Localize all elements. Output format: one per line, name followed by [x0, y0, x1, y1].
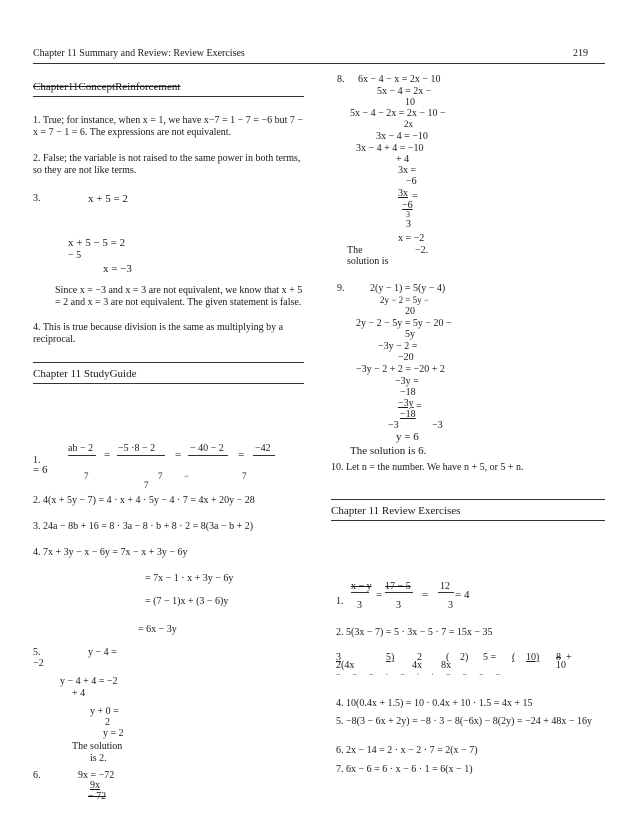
review-3-ops: − − − · − · · − − − − — [336, 670, 506, 679]
study-4-line1: 4. 7x + 3y − x − 6y = 7x − x + 3y − 6y — [33, 547, 188, 558]
study-4-line2: = 7x − 1 · x + 3y − 6y — [145, 573, 234, 584]
concept-item-1: 1. True; for instance, when x = 1, we have x−7 = 1 − 7 = −6 but 7 − x = 7 − 1 = 6. The expressions are not equivalent. — [33, 115, 303, 138]
ex8-frac-den2: 3 — [406, 219, 411, 230]
review-1-eq3: = 4 — [455, 589, 470, 601]
review-3-i: 8 — [556, 652, 561, 663]
review-3-e: 2) — [460, 652, 469, 663]
study-2: 2. 4(x + 5y − 7) = 4 · x + 4 · 5y − 4 · 7 = 4x + 20y − 28 — [33, 495, 255, 506]
review-top-rule — [331, 499, 605, 500]
study-5-number: 5. — [33, 647, 41, 658]
study-4-line4: = 6x − 3y — [138, 624, 177, 635]
concept-item-3-eq2b: − 5 — [68, 250, 82, 261]
study-5-eq2b: + 4 — [72, 688, 86, 699]
concept-item-4: 4. This is true because division is the same as multiplying by a reciprocal. — [33, 322, 284, 345]
ex9-solution: The solution is 6. — [350, 445, 427, 457]
concept-item-3-text: Since x = −3 and x = 3 are not equivalent, we know that x + 5 = 2 and x = 3 are not equivalent. The given statement is false. — [55, 285, 303, 308]
review-3-j: + — [566, 652, 572, 663]
ex8-frac-num1: 3x — [398, 188, 408, 199]
study-4-line3: = (7 − 1)x + (3 − 6)y — [145, 596, 229, 607]
review-1-num2: 17 − 5 — [385, 581, 411, 592]
study-1-eq3: = — [238, 449, 245, 461]
review-3-l: 4x — [412, 660, 422, 671]
ex8-line2: 5x − 4 = 2x − — [377, 86, 432, 97]
study-1-bar3 — [188, 455, 228, 456]
study-3: 3. 24a − 8b + 16 = 8 · 3a − 8 · b + 8 · 2 = 8(3a − b + 2) — [33, 521, 254, 532]
review-1-den2: 3 — [396, 600, 401, 611]
review-3-a: 3 — [336, 652, 341, 663]
ex8-number: 8. — [337, 74, 345, 85]
study-6-frac-rhs: − 72 — [88, 791, 107, 802]
ex9-line6: −3y = — [395, 376, 419, 387]
ex9-line2b: 20 — [405, 306, 415, 317]
review-3-d: ( — [446, 652, 450, 663]
study-1-num4: −42 — [255, 443, 271, 454]
study-rule — [33, 383, 304, 384]
review-3-g: ( — [512, 652, 516, 663]
ex9-frac-eq: = — [416, 401, 422, 412]
review-3-k: 2(4x — [336, 660, 355, 671]
concept-heading: Chapter11ConceptReinforcement — [33, 81, 181, 93]
study-top-rule — [33, 362, 304, 363]
review-rule — [331, 520, 605, 521]
ex8-line2b: 10 — [405, 97, 415, 108]
ex8-line1: 6x − 4 − x = 2x − 10 — [358, 74, 441, 85]
ex8-result: x = −2 — [398, 233, 425, 244]
review-1-bar1 — [351, 592, 369, 593]
study-1-den3: 7 — [242, 471, 247, 481]
review-3-b: 5) — [386, 652, 395, 663]
review-heading: Chapter 11 Review Exercises — [331, 505, 461, 517]
ex8-line6b: −6 — [406, 176, 417, 187]
review-1-eq2: = — [422, 589, 429, 601]
ex8-sol-the: The — [347, 245, 363, 256]
concept-item-2: 2. False; the variable is not raised to the same power in both terms, so they are not like terms. — [33, 153, 301, 176]
study-1-bar2 — [117, 455, 165, 456]
concept-item-3-eq2: x + 5 − 5 = 2 — [68, 237, 126, 249]
ex8-line5: 3x − 4 + 4 = −10 — [356, 143, 424, 154]
review-1-den3: 3 — [448, 600, 453, 611]
review-7: 7. 6x − 6 = 6 · x − 6 · 1 = 6(x − 1) — [336, 764, 473, 775]
review-3-h: 10) — [526, 652, 540, 663]
concept-item-3-number: 3. — [33, 193, 41, 204]
ex9-frac-den2: −3 — [432, 420, 443, 431]
ex9-result: y = 6 — [396, 431, 419, 443]
ex9-number: 9. — [337, 283, 345, 294]
ex8-frac-num2: −6 — [402, 200, 413, 211]
review-5: 5. −8(3 − 6x + 2y) = −8 · 3 − 8(−6x) − 8(2y) = −24 + 48x − 16y — [336, 716, 592, 727]
review-2: 2. 5(3x − 7) = 5 · 3x − 5 · 7 = 15x − 35 — [336, 627, 493, 638]
concept-item-3-eq1: x + 5 = 2 — [88, 193, 128, 205]
study-5-eq2: y − 4 + 4 = −2 — [60, 676, 118, 687]
study-1-number: 1. — [33, 455, 41, 466]
study-5-eq1b: −2 — [33, 658, 44, 669]
ex8-line6: 3x = — [398, 165, 417, 176]
ex8-line3: 5x − 4 − 2x = 2x − 10 − — [350, 108, 446, 119]
review-3-c: 2 — [417, 652, 422, 663]
ex8-line4: 3x − 4 = −10 — [376, 131, 428, 142]
study-1-minus: − — [184, 471, 190, 481]
review-3-n: 10 — [556, 660, 566, 671]
review-1-eq1: = — [376, 589, 383, 601]
study-1-num2: −5 ·8 − 2 — [118, 443, 156, 454]
ex9-line3: 2y − 2 − 5y = 5y − 20 − — [356, 318, 452, 329]
study-6-frac-num: 9x — [90, 780, 100, 791]
running-header-title: Chapter 11 Summary and Review: Review Exercises — [33, 48, 245, 59]
concept-rule — [33, 96, 304, 97]
ex9-line1: 2(y − 1) = 5(y − 4) — [370, 283, 446, 294]
study-5-eq4: y = 2 — [103, 728, 124, 739]
study-1-num1: ab − 2 — [68, 443, 94, 454]
review-1-num3: 12 — [440, 581, 450, 592]
review-3-f: 5 = — [483, 652, 497, 663]
review-1-num1: x − y — [351, 581, 372, 592]
study-6-number: 6. — [33, 770, 41, 781]
ex8-frac-eq: = — [412, 191, 418, 202]
review-4: 4. 10(0.4x + 1.5) = 10 · 0.4x + 10 · 1.5 = 4x + 15 — [336, 698, 533, 709]
review-3-m: 8x — [441, 660, 451, 671]
study-1-num3: − 40 − 2 — [190, 443, 224, 454]
header-rule — [33, 63, 605, 64]
study-5-eq1: y − 4 = — [88, 647, 117, 658]
study-1-result: = 6 — [33, 464, 48, 476]
ex9-line4: −3y − 2 = — [378, 341, 418, 352]
study-1-bar1 — [68, 455, 96, 456]
ex9-line3b: 5y — [405, 329, 415, 340]
review-1-bar2 — [385, 592, 413, 593]
ex9-line2: 2y − 2 = 5y − — [380, 295, 429, 305]
study-5-sol1: The solution — [72, 741, 123, 752]
ex9-frac-num1: −3y — [398, 398, 414, 409]
study-5-eq3b: 2 — [105, 717, 110, 728]
ex10: 10. Let n = the number. We have n + 5, or 5 + n. — [331, 462, 524, 473]
ex9-line5: −3y − 2 + 2 = −20 + 2 — [356, 364, 445, 375]
ex8-line5b: + 4 — [396, 154, 410, 165]
study-1-bar4 — [253, 455, 275, 456]
study-heading: Chapter 11 StudyGuide — [33, 368, 137, 380]
review-1-number: 1. — [336, 596, 344, 607]
ex9-line4b: −20 — [398, 352, 414, 363]
review-1-den1: 3 — [357, 600, 362, 611]
ex9-line6b: −18 — [400, 387, 416, 398]
study-1-den2: 7 — [158, 471, 163, 481]
study-5-eq3: y + 0 = — [90, 706, 119, 717]
study-1-eq2: = — [175, 449, 182, 461]
concept-item-3-eq3: x = −3 — [103, 263, 132, 275]
review-1-bar3 — [438, 592, 454, 593]
study-1-eq1: = — [104, 449, 111, 461]
study-5-sol2: is 2. — [90, 753, 107, 764]
ex9-frac-den1: −3 — [388, 420, 399, 431]
ex8-sol-value: −2. — [415, 245, 429, 256]
ex8-sol-text: solution is — [347, 256, 389, 267]
ex8-frac-den1: 3 — [406, 210, 410, 219]
ex8-line3b: 2x — [404, 119, 413, 129]
study-1-den1: 7 — [84, 471, 89, 481]
ex9-frac-num2: −18 — [400, 409, 416, 420]
study-1-den4: 7 — [144, 480, 149, 490]
study-6-eq1: 9x = −72 — [78, 770, 115, 781]
page-number: 219 — [573, 48, 588, 59]
review-6: 6. 2x − 14 = 2 · x − 2 · 7 = 2(x − 7) — [336, 745, 478, 756]
